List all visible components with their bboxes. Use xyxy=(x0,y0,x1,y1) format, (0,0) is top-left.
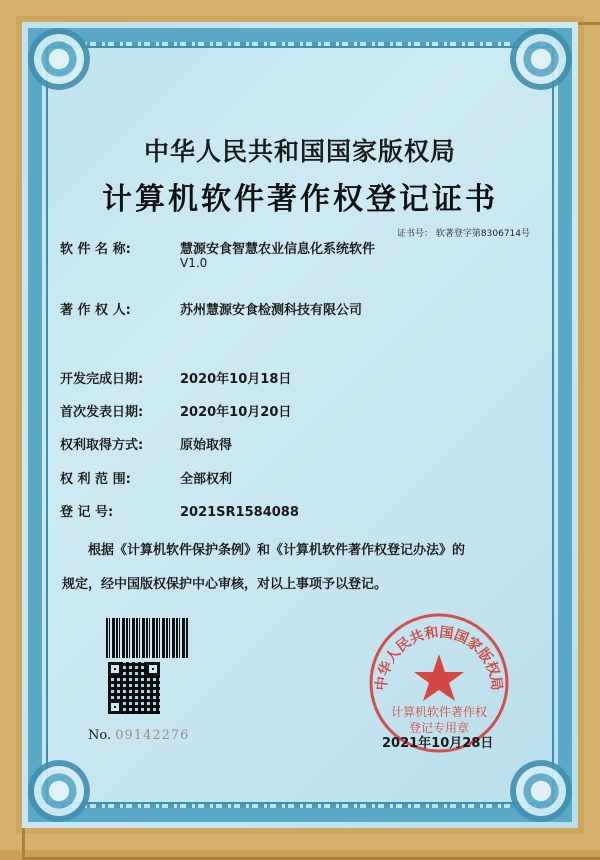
issuer-title: 中华人民共和国国家版权局 xyxy=(143,137,456,166)
field-acquisition-method xyxy=(60,434,232,453)
field-value: 慧源安食智慧农业信息化系统软件 xyxy=(180,242,376,257)
field-value: 苏州慧源安食检测科技有限公司 xyxy=(180,303,363,318)
field-copyright-owner xyxy=(60,299,362,318)
field-registration-number xyxy=(60,501,299,520)
corner-ornament-bl xyxy=(24,756,94,826)
field-label: 权 利 范 围: xyxy=(60,472,131,487)
field-label: 登 记 号: xyxy=(60,505,114,520)
field-value: 原始取得 xyxy=(180,438,233,453)
field-label: 首次发表日期: xyxy=(60,405,144,420)
serial-prefix: No. xyxy=(88,728,112,743)
certificate-paper xyxy=(22,22,578,828)
barcode xyxy=(106,618,188,658)
field-value: 全部权利 xyxy=(180,472,233,487)
body-line-1: 根据《计算机软件保护条例》和《计算机软件著作权登记办法》的 xyxy=(88,543,466,558)
field-rights-scope xyxy=(60,468,232,487)
field-label: 软 件 名 称: xyxy=(60,242,131,257)
issue-date: 2021年10月28日 xyxy=(382,736,494,751)
field-label: 权利取得方式: xyxy=(60,438,144,453)
serial-value: 09142276 xyxy=(115,728,190,743)
corner-ornament-br xyxy=(506,756,576,826)
field-software-name xyxy=(60,238,376,270)
field-value: 2020年10月18日 xyxy=(180,372,292,387)
seal-inner-text-1: 计算机软件著作权 xyxy=(390,705,488,719)
field-completion-date xyxy=(60,368,291,387)
field-value: 2020年10月20日 xyxy=(180,405,292,420)
seal-star-icon xyxy=(414,654,464,701)
certificate-title: 计算机软件著作权登记证书 xyxy=(102,182,498,217)
certificate-number: 证书号： 软著登字第8306714号 xyxy=(397,229,530,239)
field-publication-date xyxy=(60,401,291,420)
field-version: V1.0 xyxy=(180,256,208,270)
corner-ornament-tl xyxy=(24,24,94,94)
field-label: 著 作 权 人: xyxy=(60,303,131,318)
field-value: 2021SR1584088 xyxy=(180,505,299,520)
serial-number xyxy=(88,728,189,743)
body-line-2: 规定，经中国版权保护中心审核，对以上事项予以登记。 xyxy=(62,577,388,592)
field-label: 开发完成日期: xyxy=(60,372,144,387)
seal-inner-text-2: 登记专用章 xyxy=(408,721,470,735)
seal-outer-text: 中华人民共和国国家版权局 xyxy=(373,624,505,692)
corner-ornament-tr xyxy=(506,24,576,94)
qr-code xyxy=(108,662,160,714)
